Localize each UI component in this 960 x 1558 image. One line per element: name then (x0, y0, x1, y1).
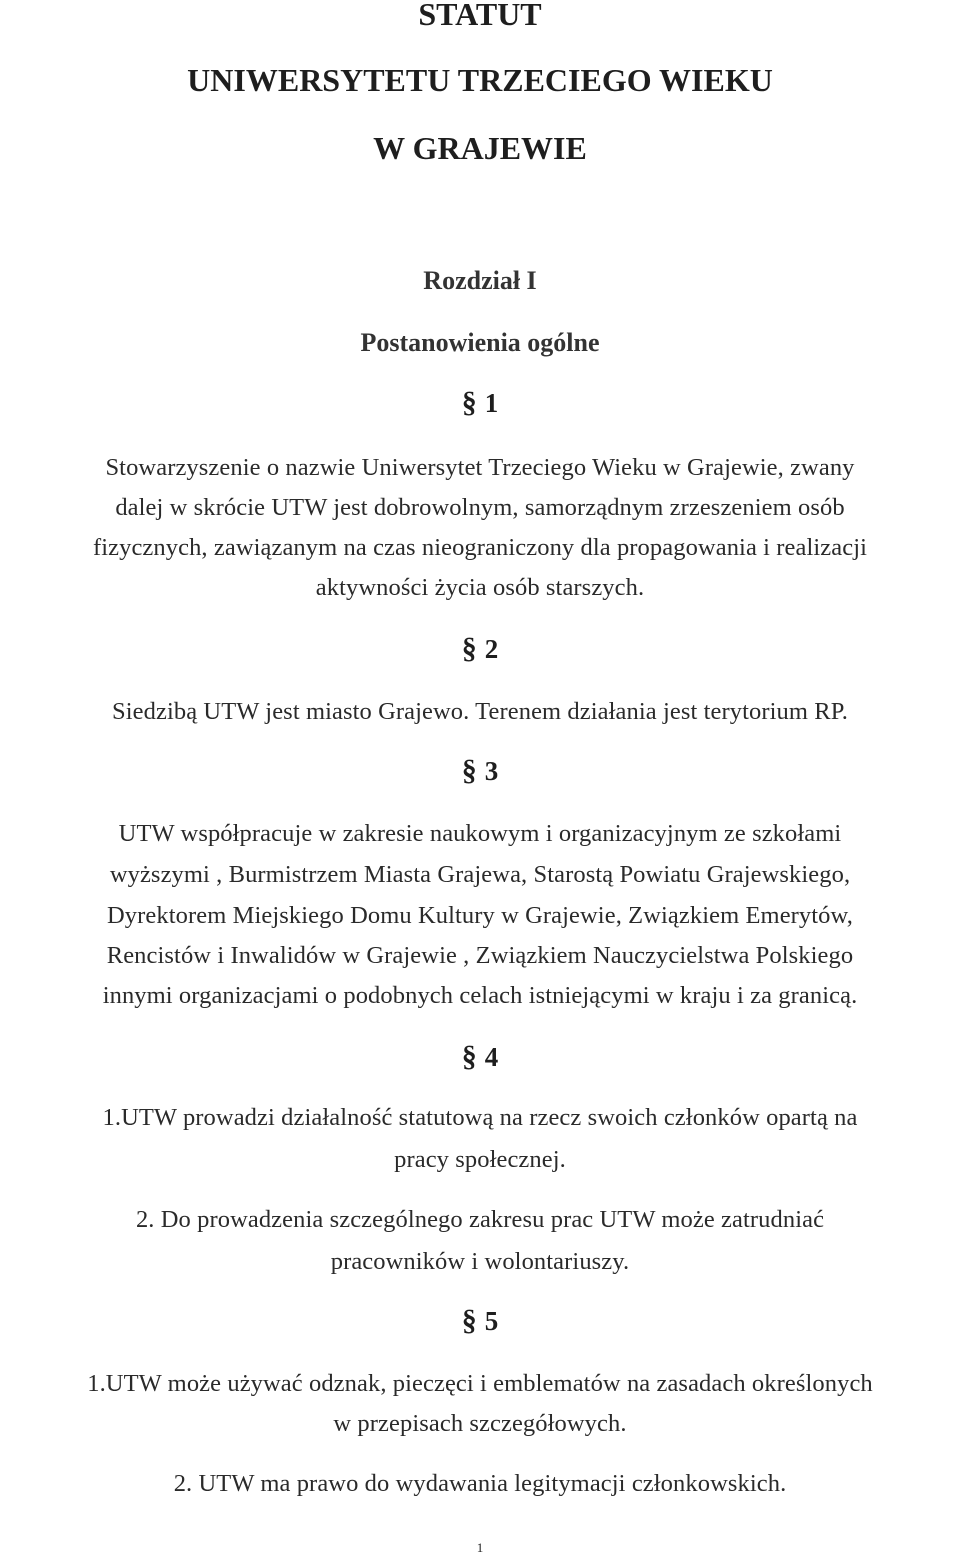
chapter-number: Rozdział I (423, 266, 537, 295)
section-5-line: 2. UTW ma prawo do wydawania legitymacji członkowskich. (173, 1470, 787, 1497)
section-3-line: wyższymi , Burmistrzem Miasta Grajewa, Starostą Powiatu Grajewskiego, (109, 861, 851, 888)
section-3-line: Rencistów i Inwalidów w Grajewie , Związkiem Nauczycielstwa Polskiego (106, 942, 854, 969)
section-heading-5 (0, 1304, 960, 1338)
section-1-line: dalej w skrócie UTW jest dobrowolnym, samorządnym zrzeszeniem osób (115, 494, 845, 521)
section-1-line: fizycznych, zawiązanym na czas nieograniczony dla propagowania i realizacji (92, 534, 868, 561)
section-number: 3 (484, 756, 499, 786)
section-4-line: pracowników i wolontariuszy. (330, 1248, 630, 1275)
section-heading-2 (0, 632, 960, 666)
document-title-line-3: W GRAJEWIE (373, 130, 587, 166)
document-title-line-1: STATUT (418, 0, 542, 32)
section-3-line: UTW współpracuje w zakresie naukowym i organizacyjnym ze szkołami (118, 820, 842, 847)
section-symbol: § (461, 1040, 477, 1073)
section-symbol: § (461, 1304, 477, 1337)
section-2-line: Siedzibą UTW jest miasto Grajewo. Terenem działania jest terytorium RP. (112, 698, 848, 725)
section-heading-4 (0, 1040, 960, 1074)
section-5-line: 1.UTW może używać odznak, pieczęci i emblematów na zasadach określonych (87, 1370, 873, 1397)
section-5-line: w przepisach szczegółowych. (333, 1410, 627, 1437)
section-heading-1 (0, 386, 960, 420)
section-1-line: Stowarzyszenie o nazwie Uniwersytet Trzeciego Wieku w Grajewie, zwany (105, 454, 855, 481)
page-number: 1 (476, 1540, 484, 1555)
section-symbol: § (461, 386, 477, 419)
section-3-line: innymi organizacjami o podobnych celach istniejącymi w kraju i za granicą. (102, 982, 858, 1009)
section-4-line: pracy społecznej. (394, 1146, 566, 1173)
section-heading-3 (0, 754, 960, 788)
section-4-line: 1.UTW prowadzi działalność statutową na rzecz swoich członków opartą na (102, 1104, 858, 1131)
section-number: 1 (484, 388, 499, 418)
section-symbol: § (461, 632, 477, 665)
section-number: 5 (484, 1306, 499, 1336)
section-symbol: § (461, 754, 477, 787)
section-3-line: Dyrektorem Miejskiego Domu Kultury w Grajewie, Związkiem Emerytów, (107, 902, 853, 929)
section-4-line: 2. Do prowadzenia szczególnego zakresu prac UTW może zatrudniać (135, 1206, 825, 1233)
section-number: 2 (484, 634, 499, 664)
section-number: 4 (484, 1042, 499, 1072)
document-title-line-2: UNIWERSYTETU TRZECIEGO WIEKU (187, 62, 773, 98)
section-1-line: aktywności życia osób starszych. (315, 574, 645, 601)
chapter-name: Postanowienia ogólne (360, 328, 600, 357)
